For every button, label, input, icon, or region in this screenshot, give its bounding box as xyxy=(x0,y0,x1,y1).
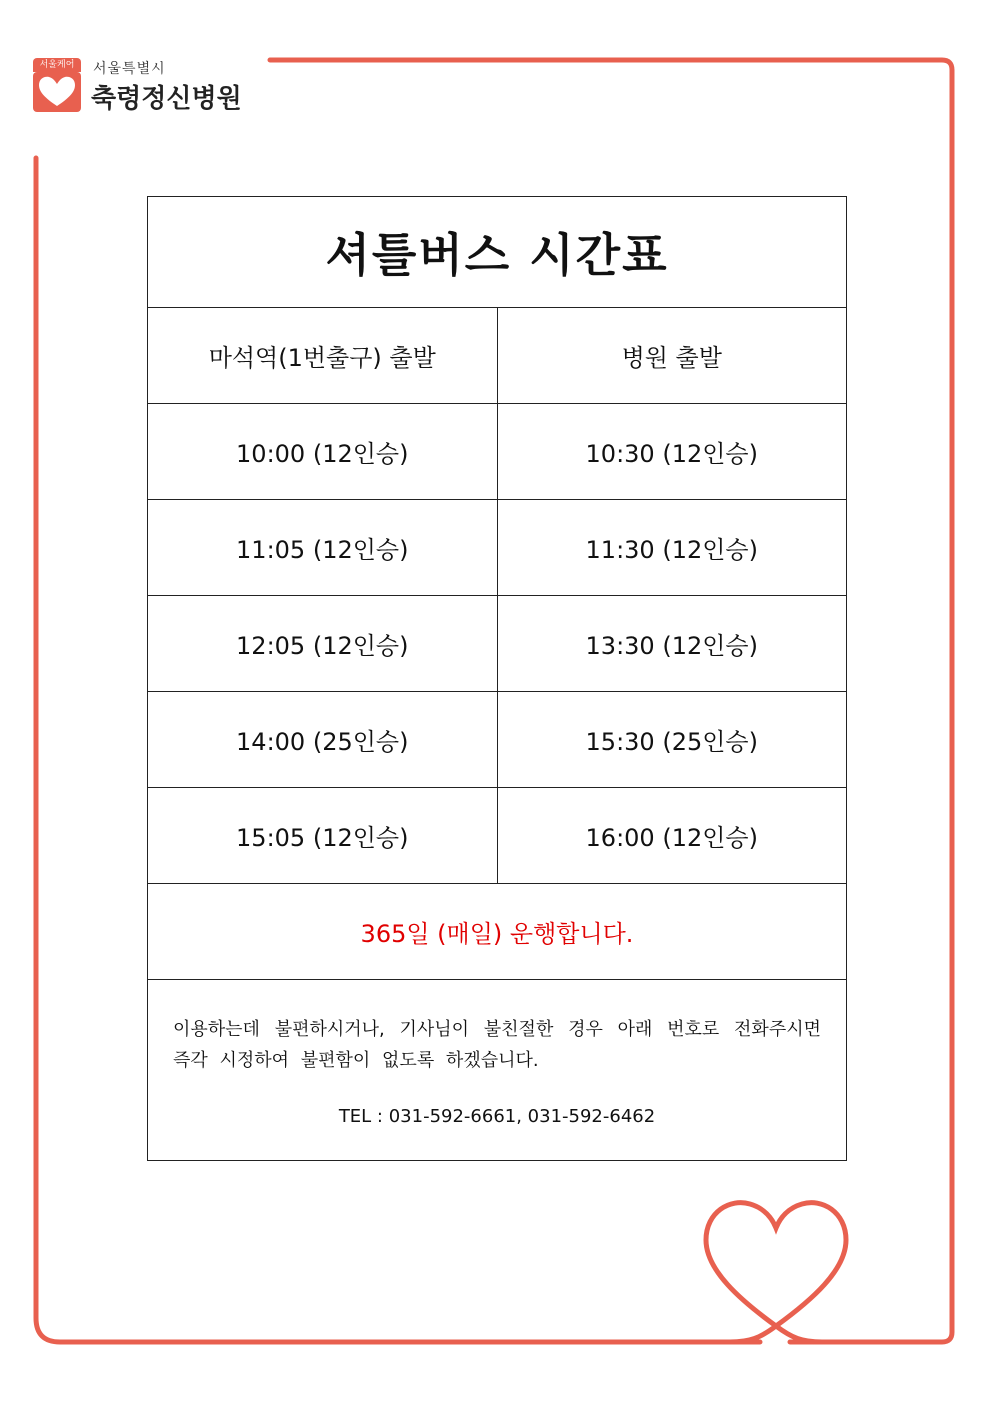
logo-badge-label: 서울케어 xyxy=(33,58,81,72)
notice-row xyxy=(148,884,847,980)
column-header-station: 마석역(1번출구) 출발 xyxy=(148,308,498,404)
departure-time-station: 15:05 (12인승) xyxy=(148,788,498,884)
departure-time-station: 11:05 (12인승) xyxy=(148,500,498,596)
hospital-logo xyxy=(33,56,263,116)
logo-hospital-name: 축령정신병원 xyxy=(91,84,242,114)
logo-subtitle: 서울특별시 xyxy=(93,61,166,77)
telephone-numbers: TEL : 031-592-6661, 031-592-6462 xyxy=(338,1105,656,1127)
table-row xyxy=(148,692,847,788)
departure-time-station: 14:00 (25인승) xyxy=(148,692,498,788)
table-row xyxy=(148,788,847,884)
contact-info-cell xyxy=(148,980,847,1161)
info-row xyxy=(148,980,847,1161)
complaint-notice-text: 이용하는데 불편하시거나, 기사님이 불친절한 경우 아래 번호로 전화주시면 즉각 시정하여 불편함이 없도록 하겠습니다. xyxy=(173,1018,821,1071)
departure-time-hospital: 13:30 (12인승) xyxy=(497,596,847,692)
logo-badge xyxy=(33,58,81,112)
departure-time-hospital: 16:00 (12인승) xyxy=(497,788,847,884)
operation-notice: 365일 (매일) 운행합니다. xyxy=(148,884,847,980)
heart-outline-icon xyxy=(706,1203,846,1342)
departure-time-station: 10:00 (12인승) xyxy=(148,404,498,500)
column-header-hospital: 병원 출발 xyxy=(497,308,847,404)
departure-time-hospital: 11:30 (12인승) xyxy=(497,500,847,596)
shuttle-schedule-table xyxy=(147,196,847,1161)
departure-time-station: 12:05 (12인승) xyxy=(148,596,498,692)
schedule-title: 셔틀버스 시간표 xyxy=(148,197,847,308)
header-row xyxy=(148,308,847,404)
table-row xyxy=(148,500,847,596)
departure-time-hospital: 10:30 (12인승) xyxy=(497,404,847,500)
departure-time-hospital: 15:30 (25인승) xyxy=(497,692,847,788)
table-row xyxy=(148,596,847,692)
table-row xyxy=(148,404,847,500)
heart-icon xyxy=(33,72,81,112)
title-row xyxy=(148,197,847,308)
